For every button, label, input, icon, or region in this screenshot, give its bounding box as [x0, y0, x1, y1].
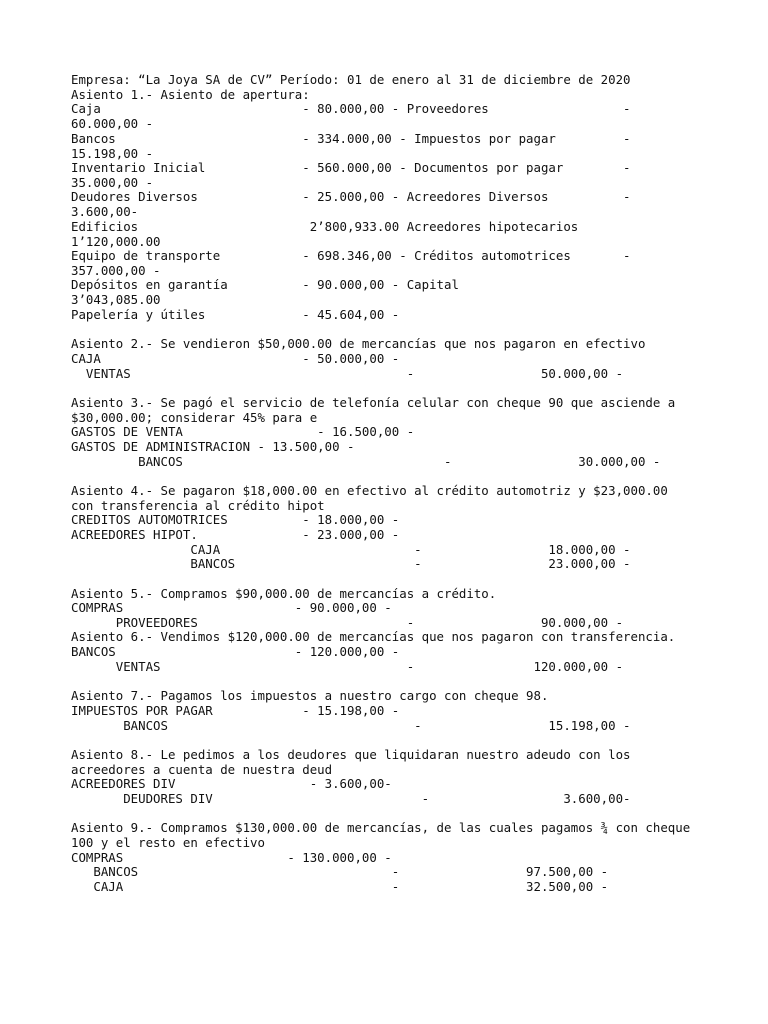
document-line: Edificios 2’800,933.00 Acreedores hipotecarios — [71, 219, 579, 234]
document-line: BANCOS - 23.000,00 - — [71, 556, 631, 571]
document-line: IMPUESTOS POR PAGAR - 15.198,00 - — [71, 703, 400, 718]
document-line: Asiento 4.- Se pagaron $18,000.00 en efectivo al crédito automotriz y $23,000.00 — [71, 483, 668, 498]
document-line: VENTAS - 50.000,00 - — [71, 366, 624, 381]
document-line: DEUDORES DIV - 3.600,00- — [71, 791, 631, 806]
document-line: BANCOS - 30.000,00 - — [71, 454, 661, 469]
document-line: ACREEDORES DIV - 3.600,00- — [71, 776, 392, 791]
document-line: 15.198,00 - — [71, 146, 154, 161]
document-line: Inventario Inicial - 560.000,00 - Documentos por pagar - — [71, 160, 631, 175]
document-line: Asiento 6.- Vendimos $120,000.00 de mercancías que nos pagaron con transferencia. — [71, 629, 676, 644]
document-line: GASTOS DE ADMINISTRACION - 13.500,00 - — [71, 439, 355, 454]
document-line: CAJA - 32.500,00 - — [71, 879, 609, 894]
document-line: Papelería y útiles - 45.604,00 - — [71, 307, 400, 322]
document-line: ACREEDORES HIPOT. - 23.000,00 - — [71, 527, 400, 542]
document-line: 35.000,00 - — [71, 175, 154, 190]
document-line: Equipo de transporte - 698.346,00 - Créditos automotrices - — [71, 248, 631, 263]
document-line: COMPRAS - 90.000,00 - — [71, 600, 392, 615]
document-line: acreedores a cuenta de nuestra deud — [71, 762, 333, 777]
document-line: CAJA - 50.000,00 - — [71, 351, 400, 366]
document-line: BANCOS - 15.198,00 - — [71, 718, 631, 733]
document-line: PROVEEDORES - 90.000,00 - — [71, 615, 624, 630]
document-line: Asiento 2.- Se vendieron $50,000.00 de mercancías que nos pagaron en efectivo — [71, 336, 646, 351]
document-line: Empresa: “La Joya SA de CV” Período: 01 de enero al 31 de diciembre de 2020 — [71, 72, 631, 87]
document-line: Asiento 7.- Pagamos los impuestos a nuestro cargo con cheque 98. — [71, 688, 549, 703]
document-line: CAJA - 18.000,00 - — [71, 542, 631, 557]
document-line: VENTAS - 120.000,00 - — [71, 659, 624, 674]
document-line: COMPRAS - 130.000,00 - — [71, 850, 392, 865]
document-line: 60.000,00 - — [71, 116, 154, 131]
document-line: Caja - 80.000,00 - Proveedores - — [71, 101, 631, 116]
document-line: Depósitos en garantía - 90.000,00 - Capital — [71, 277, 459, 292]
document-line: 357.000,00 - — [71, 263, 161, 278]
document-line: Bancos - 334.000,00 - Impuestos por pagar - — [71, 131, 631, 146]
document-line: BANCOS - 120.000,00 - — [71, 644, 400, 659]
document-line: 1’120,000.00 — [71, 234, 161, 249]
document-line: BANCOS - 97.500,00 - — [71, 864, 609, 879]
document-line: Asiento 5.- Compramos $90,000.00 de mercancías a crédito. — [71, 586, 497, 601]
document-line: CREDITOS AUTOMOTRICES - 18.000,00 - — [71, 512, 400, 527]
document-line: Asiento 9.- Compramos $130,000.00 de mercancías, de las cuales pagamos ¾ con cheque — [71, 820, 691, 835]
document-line: 100 y el resto en efectivo — [71, 835, 265, 850]
document-line: con transferencia al crédito hipot — [71, 498, 325, 513]
document-line: $30,000.00; considerar 45% para e — [71, 410, 318, 425]
document-line: Deudores Diversos - 25.000,00 - Acreedores Diversos - — [71, 189, 631, 204]
document-line: GASTOS DE VENTA - 16.500,00 - — [71, 424, 415, 439]
document-line: Asiento 3.- Se pagó el servicio de telefonía celular con cheque 90 que asciende a — [71, 395, 676, 410]
document-line: 3’043,085.00 — [71, 292, 161, 307]
document-line: Asiento 1.- Asiento de apertura: — [71, 87, 310, 102]
document-line: 3.600,00- — [71, 204, 139, 219]
document-line: Asiento 8.- Le pedimos a los deudores que liquidaran nuestro adeudo con los — [71, 747, 631, 762]
